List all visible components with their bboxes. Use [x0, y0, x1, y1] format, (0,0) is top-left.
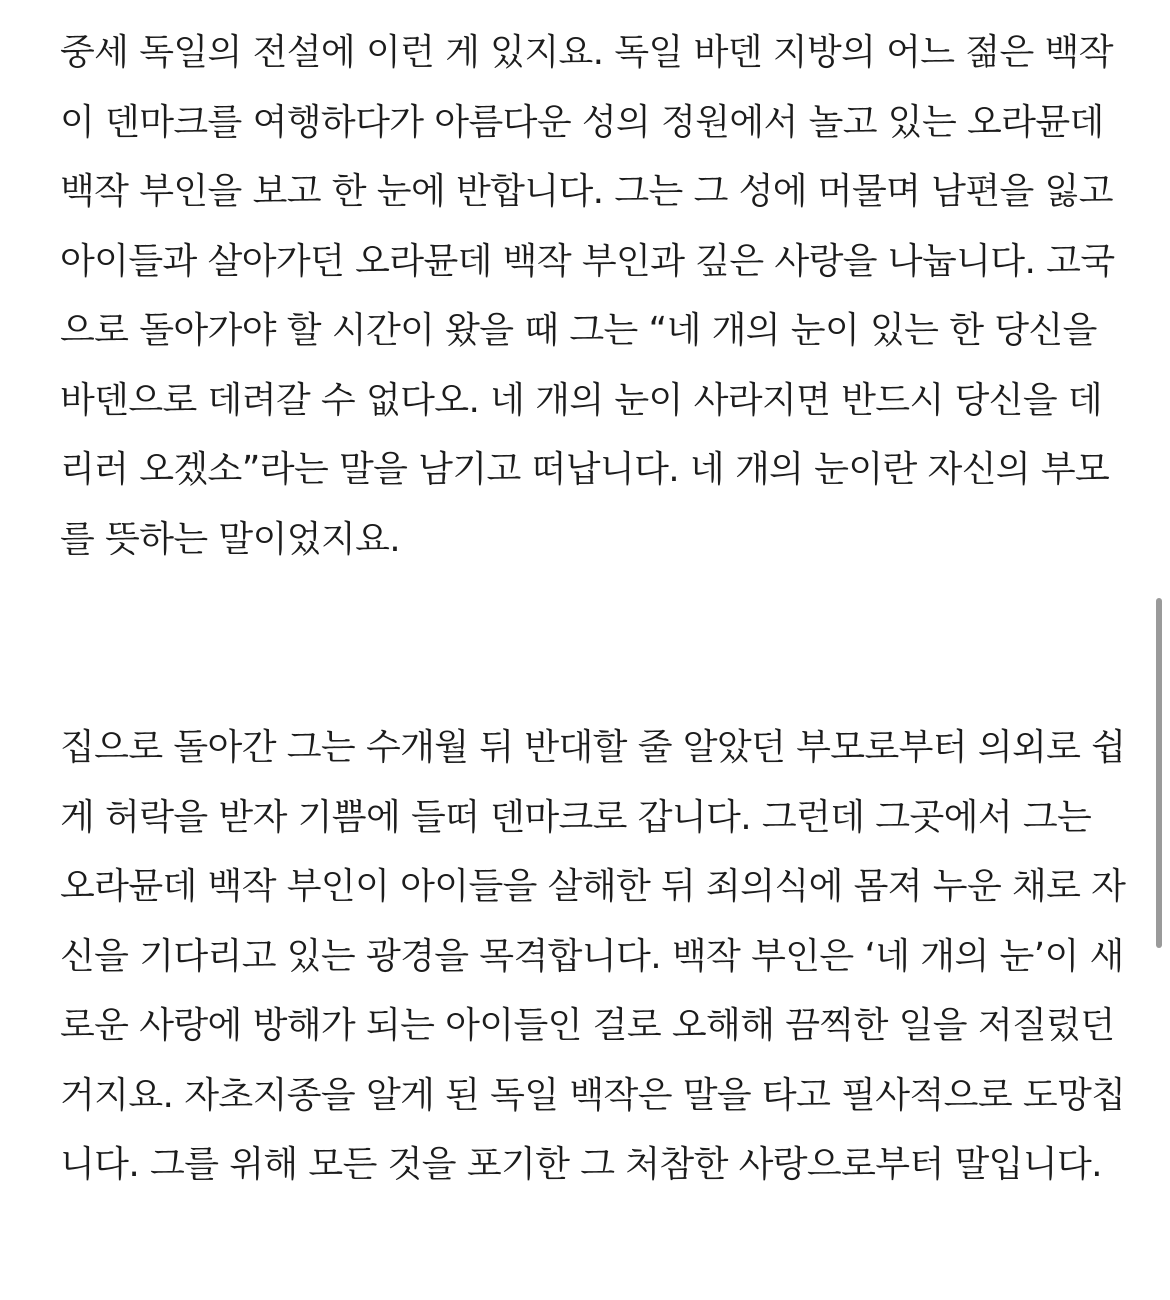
- text-line: 바덴으로 데려갈 수 없다오. 네 개의 눈이 사라지면 반드시 당신을 데: [60, 379, 1103, 421]
- text-line: 를 뜻하는 말이었지요.: [60, 518, 401, 560]
- text-line: 로운 사랑에 방해가 되는 아이들인 걸로 오해해 끔찍한 일을 저질렀던: [60, 1005, 1115, 1046]
- paragraph-spacer: [60, 574, 1140, 713]
- scrollbar-thumb[interactable]: [1156, 598, 1162, 948]
- text-line: 아이들과 살아가던 오라뮨데 백작 부인과 깊은 사랑을 나눕니다. 고국: [60, 240, 1115, 282]
- text-line: 니다. 그를 위해 모든 것을 포기한 그 처참한 사랑으로부터 말입니다.: [60, 1144, 1103, 1185]
- text-line: 이 덴마크를 여행하다가 아름다운 성의 정원에서 놀고 있는 오라뮨데: [60, 101, 1104, 143]
- text-line: 집으로 돌아간 그는 수개월 뒤 반대할 줄 알았던 부모로부터 의외로 쉽: [60, 727, 1126, 768]
- text-line: 신을 기다리고 있는 광경을 목격합니다. 백작 부인은 ‘네 개의 눈’이 새: [60, 935, 1124, 977]
- text-line: 리러 오겠소”라는 말을 남기고 떠납니다. 네 개의 눈이란 자신의 부모: [60, 449, 1110, 490]
- paragraph-1: [60, 18, 1140, 574]
- text-line: 오라뮨데 백작 부인이 아이들을 살해한 뒤 죄의식에 몸져 누운 채로 자: [60, 866, 1126, 907]
- text-line: 거지요. 자초지종을 알게 된 독일 백작은 말을 타고 필사적으로 도망칩: [60, 1074, 1126, 1116]
- text-line: 으로 돌아가야 할 시간이 왔을 때 그는 “네 개의 눈이 있는 한 당신을: [60, 310, 1097, 351]
- article-body: [60, 18, 1140, 1200]
- text-line: 중세 독일의 전설에 이런 게 있지요. 독일 바덴 지방의 어느 젊은 백작: [60, 32, 1113, 73]
- vertical-scrollbar[interactable]: [1154, 0, 1164, 1300]
- text-line: 게 허락을 받자 기쁨에 들떠 덴마크로 갑니다. 그런데 그곳에서 그는: [60, 796, 1092, 838]
- text-line: 백작 부인을 보고 한 눈에 반합니다. 그는 그 성에 머물며 남편을 잃고: [60, 171, 1113, 212]
- paragraph-2: [60, 713, 1140, 1200]
